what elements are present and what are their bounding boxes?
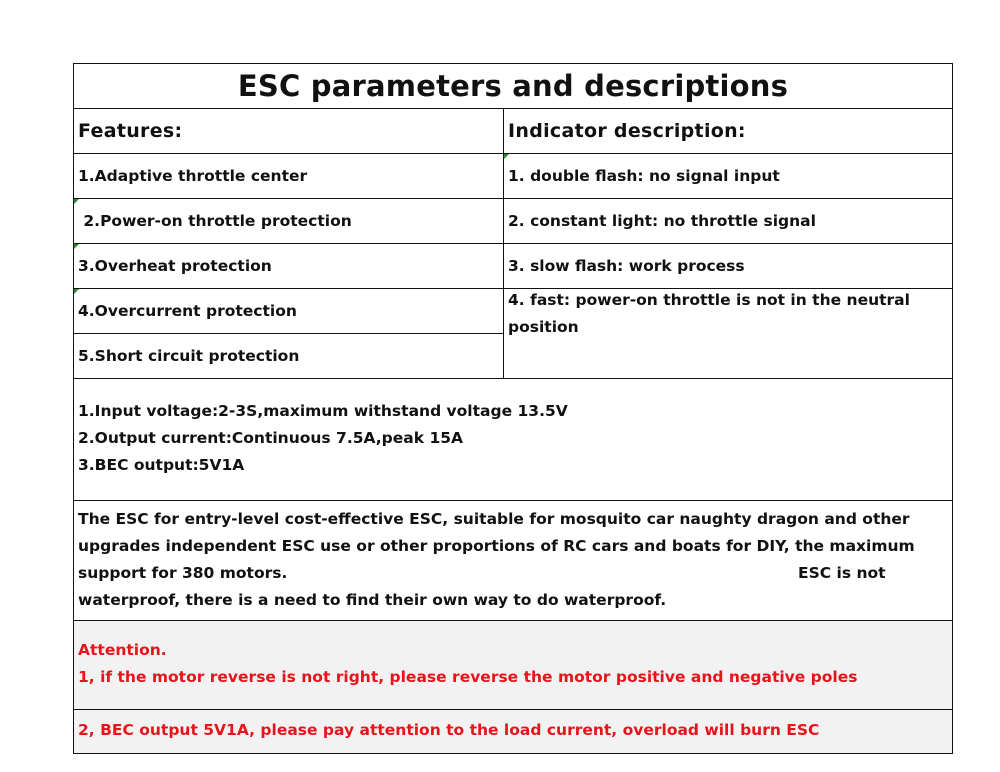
page-title: ESC parameters and descriptions (73, 63, 953, 108)
cell-marker (74, 244, 79, 249)
feature-item-label: 3.Overheat protection (78, 257, 272, 275)
description-line-row (78, 560, 948, 587)
attention-item: 2, BEC output 5V1A, please pay attention to the load current, overload will burn ESC (78, 721, 820, 739)
indicator-item (503, 288, 953, 378)
description-trailing-text: ESC is not (798, 564, 886, 582)
spec-line: 1.Input voltage:2-3S,maximum withstand voltage 13.5V (78, 402, 568, 420)
description-line: support for 380 motors. (78, 564, 288, 582)
feature-item: 1.Adaptive throttle center (73, 153, 503, 198)
indicator-item-label: 4. fast: power-on throttle is not in the neutral position (508, 291, 910, 336)
feature-item-label: 4.Overcurrent protection (78, 302, 297, 320)
indicator-item (503, 153, 953, 198)
indicator-item-label: 1. double flash: no signal input (508, 167, 780, 185)
attention-item: 1, if the motor reverse is not right, please reverse the motor positive and negative poles (78, 668, 858, 686)
feature-item: 5.Short circuit protection (73, 333, 503, 378)
cell-marker (504, 154, 509, 159)
description-block (73, 500, 953, 620)
cell-marker (74, 199, 79, 204)
spec-block (73, 378, 953, 500)
features-header: Features: (73, 108, 503, 153)
cell-marker (74, 289, 79, 294)
spec-line: 2.Output current:Continuous 7.5A,peak 15A (78, 429, 464, 447)
attention-block (73, 620, 953, 709)
attention-heading: Attention. (78, 641, 167, 659)
description-line: The ESC for entry-level cost-effective ESC, suitable for mosquito car naughty dragon and other (78, 510, 910, 528)
description-line: waterproof, there is a need to find their own way to do waterproof. (78, 591, 667, 609)
description-line: upgrades independent ESC use or other proportions of RC cars and boats for DIY, the maximum (78, 537, 915, 555)
indicator-item: 2. constant light: no throttle signal (503, 198, 953, 243)
feature-item (73, 243, 503, 288)
feature-item (73, 198, 503, 243)
spec-line: 3.BEC output:5V1A (78, 456, 245, 474)
feature-item-label: 2.Power-on throttle protection (78, 212, 352, 230)
indicator-item: 3. slow flash: work process (503, 243, 953, 288)
feature-item (73, 288, 503, 333)
indicator-header: Indicator description: (503, 108, 953, 153)
attention-block-2 (73, 709, 953, 754)
